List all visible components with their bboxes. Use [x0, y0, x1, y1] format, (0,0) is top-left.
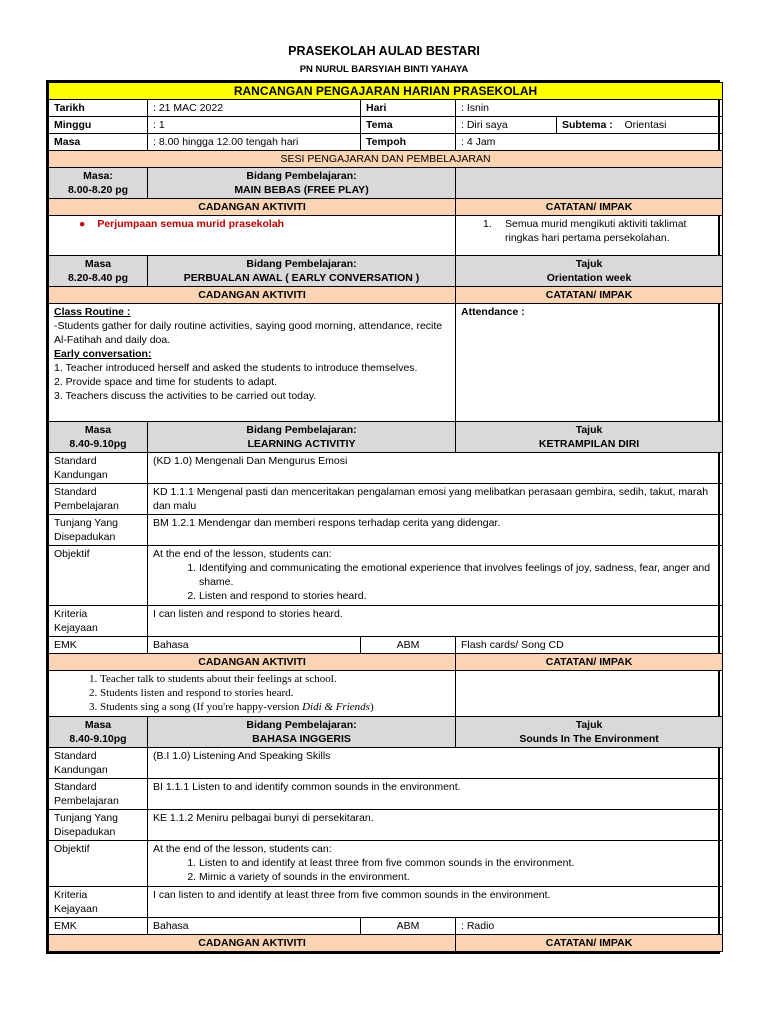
s3-act-2: 2. Students listen and respond to stories heard.: [100, 686, 450, 700]
s4-sk: (B.I 1.0) Listening And Speaking Skills: [148, 748, 723, 779]
s3-sk-label: Standard Kandungan: [49, 453, 148, 484]
s1-masa: Masa: 8.00-8.20 pg: [49, 168, 148, 199]
s3-tunjang: BM 1.2.1 Mendengar dan memberi respons terhadap cerita yang didengar.: [148, 515, 723, 546]
s3-sp-label: Standard Pembelajaran: [49, 484, 148, 515]
tempoh-value: : 4 Jam: [456, 134, 723, 151]
tema-label: Tema: [361, 117, 456, 134]
s3-emk: Bahasa: [148, 637, 361, 654]
s1-catatan-heading: CATATAN/ IMPAK: [456, 199, 723, 216]
s4-catatan-heading: CATATAN/ IMPAK: [456, 935, 723, 952]
tempoh-label: Tempoh: [361, 134, 456, 151]
s1-activity: ● Perjumpaan semua murid prasekolah: [49, 216, 456, 256]
s3-tunjang-label: Tunjang Yang Disepadukan: [49, 515, 148, 546]
s2-cadangan-heading: CADANGAN AKTIVITI: [49, 287, 456, 304]
s3-sp: KD 1.1.1 Mengenal pasti dan menceritakan pengalaman emosi yang melibatkan perasaan gembira, sedih, takut, marah dan malu: [148, 484, 723, 515]
s4-obj-1: 1. Listen to and identify at least three from five common sounds in the environment.: [199, 856, 717, 870]
s4-abm: : Radio: [456, 918, 723, 935]
s2-tajuk: Tajuk Orientation week: [456, 256, 723, 287]
s3-act-3: 3. Students sing a song (If you're happy-version Didi & Friends): [100, 700, 450, 714]
s3-objektif: At the end of the lesson, students can: 1. Identifying and communicating the emotional experience that involves feelings of joy, sadness, fear, anger and shame. 2. Listen and respond to stories heard.: [148, 546, 723, 606]
s4-objektif: At the end of the lesson, students can: 1. Listen to and identify at least three from five common sounds in the environment. 2. Mimic a variety of sounds in the environment.: [148, 841, 723, 887]
s3-cadangan-heading: CADANGAN AKTIVITI: [49, 654, 456, 671]
s3-obj-2: 2. Listen and respond to stories heard.: [199, 589, 717, 603]
s4-emk: Bahasa: [148, 918, 361, 935]
lesson-plan-sheet: [46, 80, 720, 954]
tarikh-label: Tarikh: [49, 100, 148, 117]
s1-cadangan-heading: CADANGAN AKTIVITI: [49, 199, 456, 216]
s3-abm-label: ABM: [361, 637, 456, 654]
s4-objektif-label: Objektif: [49, 841, 148, 887]
s3-tajuk: Tajuk KETRAMPILAN DIRI: [456, 422, 723, 453]
s4-obj-2: 2. Mimic a variety of sounds in the environment.: [199, 870, 717, 884]
s3-activities: [49, 671, 456, 717]
masa-label: Masa: [49, 134, 148, 151]
s4-tajuk: Tajuk Sounds In The Environment: [456, 717, 723, 748]
s2-catatan-heading: CATATAN/ IMPAK: [456, 287, 723, 304]
s4-tunjang: KE 1.1.2 Meniru pelbagai bunyi di persekitaran.: [148, 810, 723, 841]
s4-emk-label: EMK: [49, 918, 148, 935]
s1-tajuk: [456, 168, 723, 199]
s3-act-1: 1. Teacher talk to students about their feelings at school.: [100, 672, 450, 686]
s3-masa: Masa 8.40-9.10pg: [49, 422, 148, 453]
s3-objektif-label: Objektif: [49, 546, 148, 606]
minggu-label: Minggu: [49, 117, 148, 134]
sesi-heading: SESI PENGAJARAN DAN PEMBELAJARAN: [49, 151, 723, 168]
s3-bidang: Bidang Pembelajaran: LEARNING ACTIVITIY: [148, 422, 456, 453]
school-name: PRASEKOLAH AULAD BESTARI: [288, 44, 480, 58]
s1-bidang: Bidang Pembelajaran: MAIN BEBAS (FREE PLAY): [148, 168, 456, 199]
bullet-icon: ●: [79, 218, 86, 230]
minggu-value: : 1: [148, 117, 361, 134]
s2-attendance: Attendance :: [456, 304, 723, 422]
subtema-cell: [557, 117, 723, 134]
s3-emk-label: EMK: [49, 637, 148, 654]
s4-masa: Masa 8.40-9.10pg: [49, 717, 148, 748]
subtema-label: Subtema :: [562, 119, 613, 131]
s4-sp: BI 1.1.1 Listen to and identify common sounds in the environment.: [148, 779, 723, 810]
tema-value: : Diri saya: [456, 117, 557, 134]
s4-sp-label: Standard Pembelajaran: [49, 779, 148, 810]
s1-impak: 1. Semua murid mengikuti aktiviti taklimat ringkas hari pertama persekolahan.: [456, 216, 723, 256]
s2-bidang: Bidang Pembelajaran: PERBUALAN AWAL ( EARLY CONVERSATION ): [148, 256, 456, 287]
s2-activity: Class Routine : -Students gather for daily routine activities, saying good morning, attendance, recite Al-Fatihah and daily doa. Early conversation: 1. Teacher introduced herself and asked the students to introduce themselves. 2. Provide space and time for students to adapt. 3. Teachers discuss the activities to be carried out today.: [49, 304, 456, 422]
s4-sk-label: Standard Kandungan: [49, 748, 148, 779]
plan-title: RANCANGAN PENGAJARAN HARIAN PRASEKOLAH: [49, 83, 723, 100]
s3-sk: (KD 1.0) Mengenali Dan Mengurus Emosi: [148, 453, 723, 484]
s4-tunjang-label: Tunjang Yang Disepadukan: [49, 810, 148, 841]
hari-label: Hari: [361, 100, 456, 117]
s3-catatan-heading: CATATAN/ IMPAK: [456, 654, 723, 671]
lesson-plan-table: [48, 82, 723, 952]
masa-value: : 8.00 hingga 12.00 tengah hari: [148, 134, 361, 151]
s4-cadangan-heading: CADANGAN AKTIVITI: [49, 935, 456, 952]
s4-kriteria: I can listen to and identify at least three from five common sounds in the environment.: [148, 887, 723, 918]
tarikh-value: : 21 MAC 2022: [148, 100, 361, 117]
s3-kriteria: I can listen and respond to stories heard.: [148, 606, 723, 637]
s3-impak: [456, 671, 723, 717]
s3-obj-1: 1. Identifying and communicating the emotional experience that involves feelings of joy, sadness, fear, anger and shame.: [199, 561, 717, 589]
teacher-name: PN NURUL BARSYIAH BINTI YAHAYA: [299, 64, 469, 75]
hari-value: : Isnin: [456, 100, 723, 117]
s4-abm-label: ABM: [361, 918, 456, 935]
s4-bidang: Bidang Pembelajaran: BAHASA INGGERIS: [148, 717, 456, 748]
s3-kriteria-label: Kriteria Kejayaan: [49, 606, 148, 637]
s4-kriteria-label: Kriteria Kejayaan: [49, 887, 148, 918]
subtema-value: Orientasi: [624, 119, 667, 131]
s2-masa: Masa 8.20-8.40 pg: [49, 256, 148, 287]
s3-abm: Flash cards/ Song CD: [456, 637, 723, 654]
